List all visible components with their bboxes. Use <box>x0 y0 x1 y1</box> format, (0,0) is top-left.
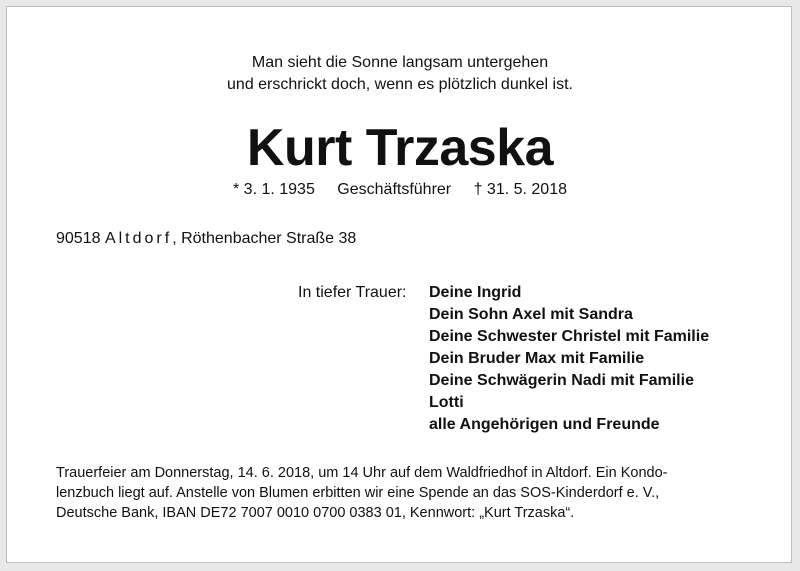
service-line: Deutsche Bank, IBAN DE72 7007 0010 0700 0383 01, Kennwort: „Kurt Trzaska“. <box>56 505 575 521</box>
mourner-name: Deine Schwägerin Nadi mit Familie <box>429 372 694 389</box>
quote-line-2: und erschrickt doch, wenn es plötzlich dunkel ist. <box>227 76 573 93</box>
memorial-quote <box>7 52 793 96</box>
mourner-name: Deine Ingrid <box>429 284 522 301</box>
address-zip: 90518 <box>56 230 101 247</box>
death-date: † 31. 5. 2018 <box>473 181 567 198</box>
life-dates <box>7 179 793 201</box>
address <box>56 228 356 250</box>
birth-date: * 3. 1. 1935 <box>233 181 315 198</box>
profession: Geschäftsführer <box>337 181 452 198</box>
mourner-name: Dein Sohn Axel mit Sandra <box>429 306 633 323</box>
mourner-name: Dein Bruder Max mit Familie <box>429 350 645 367</box>
mourner-name: alle Angehörigen und Freunde <box>429 416 660 433</box>
deceased-name: Kurt Trzaska <box>246 119 554 177</box>
funeral-service-info <box>56 463 746 523</box>
mourners-list <box>429 282 709 436</box>
address-town: Altdorf <box>104 230 173 247</box>
mourner-name: Deine Schwester Christel mit Familie <box>429 328 710 345</box>
service-line: Trauerfeier am Donnerstag, 14. 6. 2018, um 14 Uhr auf dem Waldfriedhof in Altdorf. Ein Kondo- <box>56 465 668 481</box>
mourning-label: In tiefer Trauer: <box>298 284 407 301</box>
service-line: lenzbuch liegt auf. Anstelle von Blumen erbitten wir eine Spende an das SOS-Kinderdorf e. V., <box>56 485 660 501</box>
mourner-name: Lotti <box>429 394 464 411</box>
obituary-notice <box>6 6 792 563</box>
quote-line-1: Man sieht die Sonne langsam untergehen <box>251 54 549 71</box>
address-street: , Röthenbacher Straße 38 <box>172 230 357 247</box>
